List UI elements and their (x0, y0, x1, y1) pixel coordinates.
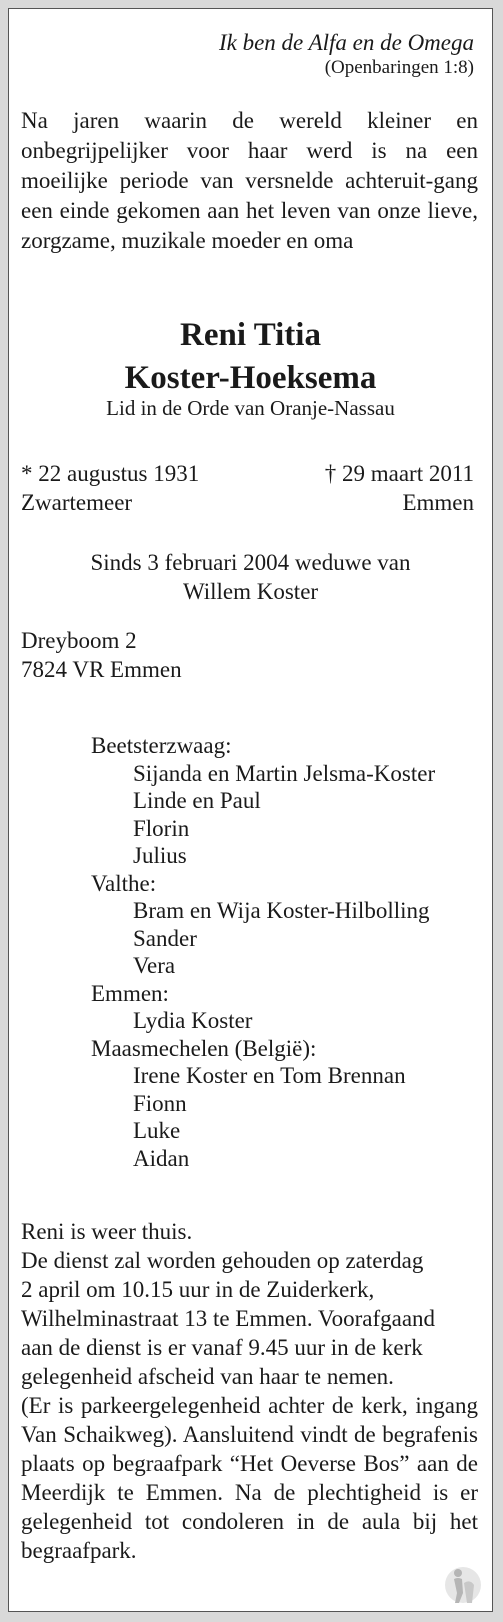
address (21, 626, 182, 684)
family-place: Valthe: (91, 870, 157, 896)
quote-text: Ik ben de Alfa en de Omega (218, 30, 474, 55)
intro-paragraph: Na jaren waarin de wereld kleiner en onbegrijpelijker voor haar werd is na een moeilijke periode van versnelde achteruit-gang een einde gekomen aan het leven van onze lieve, zorgzame, muzikale moeder en oma (21, 108, 478, 253)
death-place: Emmen (402, 490, 474, 515)
family-member: Lydia Koster (133, 1008, 253, 1033)
quote-reference: (Openbaringen 1:8) (324, 57, 474, 78)
service-info (21, 1217, 478, 1565)
death-date: † 29 maart 2011 (324, 461, 474, 486)
obituary-card (8, 8, 493, 1612)
closing-line-6: gelegenheid afscheid van haar te nemen. (21, 1364, 394, 1389)
birth-date: * 22 augustus 1931 (21, 461, 200, 486)
family-place: Emmen: (91, 980, 169, 1006)
address-city: 7824 VR Emmen (21, 657, 182, 682)
bible-quote (219, 29, 474, 80)
family-list (91, 732, 435, 1172)
family-member: Sander (133, 925, 197, 951)
family-member: Luke (133, 1118, 181, 1143)
closing-line-3: 2 april om 10.15 uur in de Zuiderkerk, (21, 1277, 375, 1302)
royal-order: Lid in de Orde van Oranje-Nassau (106, 396, 395, 420)
family-member: Vera (133, 953, 176, 978)
closing-line-4: Wilhelminastraat 13 te Emmen. Voorafgaand (21, 1306, 436, 1331)
closing-line-2: De dienst zal worden gehouden op zaterdag (21, 1248, 424, 1273)
closing-line-5: aan de dienst is er vanaf 9.45 uur in de kerk (21, 1335, 423, 1360)
family-member: Julius (133, 843, 187, 868)
birth-place: Zwartemeer (21, 490, 133, 515)
family-member: Sijanda en Martin Jelsma-Koster (133, 760, 436, 786)
given-names: Reni Titia (180, 317, 321, 353)
surname: Koster-Hoeksema (124, 360, 377, 396)
widow-line-1: Sinds 3 februari 2004 weduwe van (90, 550, 411, 575)
memorial-figure-icon (444, 1563, 482, 1607)
family-member: Fionn (133, 1090, 187, 1116)
family-member: Florin (133, 815, 190, 841)
family-place: Beetsterzwaag: (91, 733, 232, 758)
family-member: Irene Koster en Tom Brennan (133, 1063, 406, 1088)
deceased-name (9, 314, 492, 400)
family-place: Maasmechelen (België): (91, 1035, 317, 1061)
life-dates (21, 459, 474, 517)
widow-line-2: Willem Koster (182, 579, 319, 604)
family-member: Linde en Paul (133, 788, 261, 813)
parking-paragraph: (Er is parkeergelegenheid achter de kerk, ingang Van Schaikweg). Aansluitend vindt de begrafenis plaats op begraafpark “Het Oeverse Bos” aan de Meerdijk te Emmen. Na de plechtigheid is er gelegenheid tot condoleren in de aula bij het begraafpark. (21, 1393, 478, 1563)
family-member: Aidan (133, 1145, 190, 1171)
family-member: Bram en Wija Koster-Hilbolling (133, 898, 430, 923)
widow-notice (9, 548, 492, 606)
address-street: Dreyboom 2 (21, 628, 137, 653)
closing-line-1: Reni is weer thuis. (21, 1219, 193, 1244)
